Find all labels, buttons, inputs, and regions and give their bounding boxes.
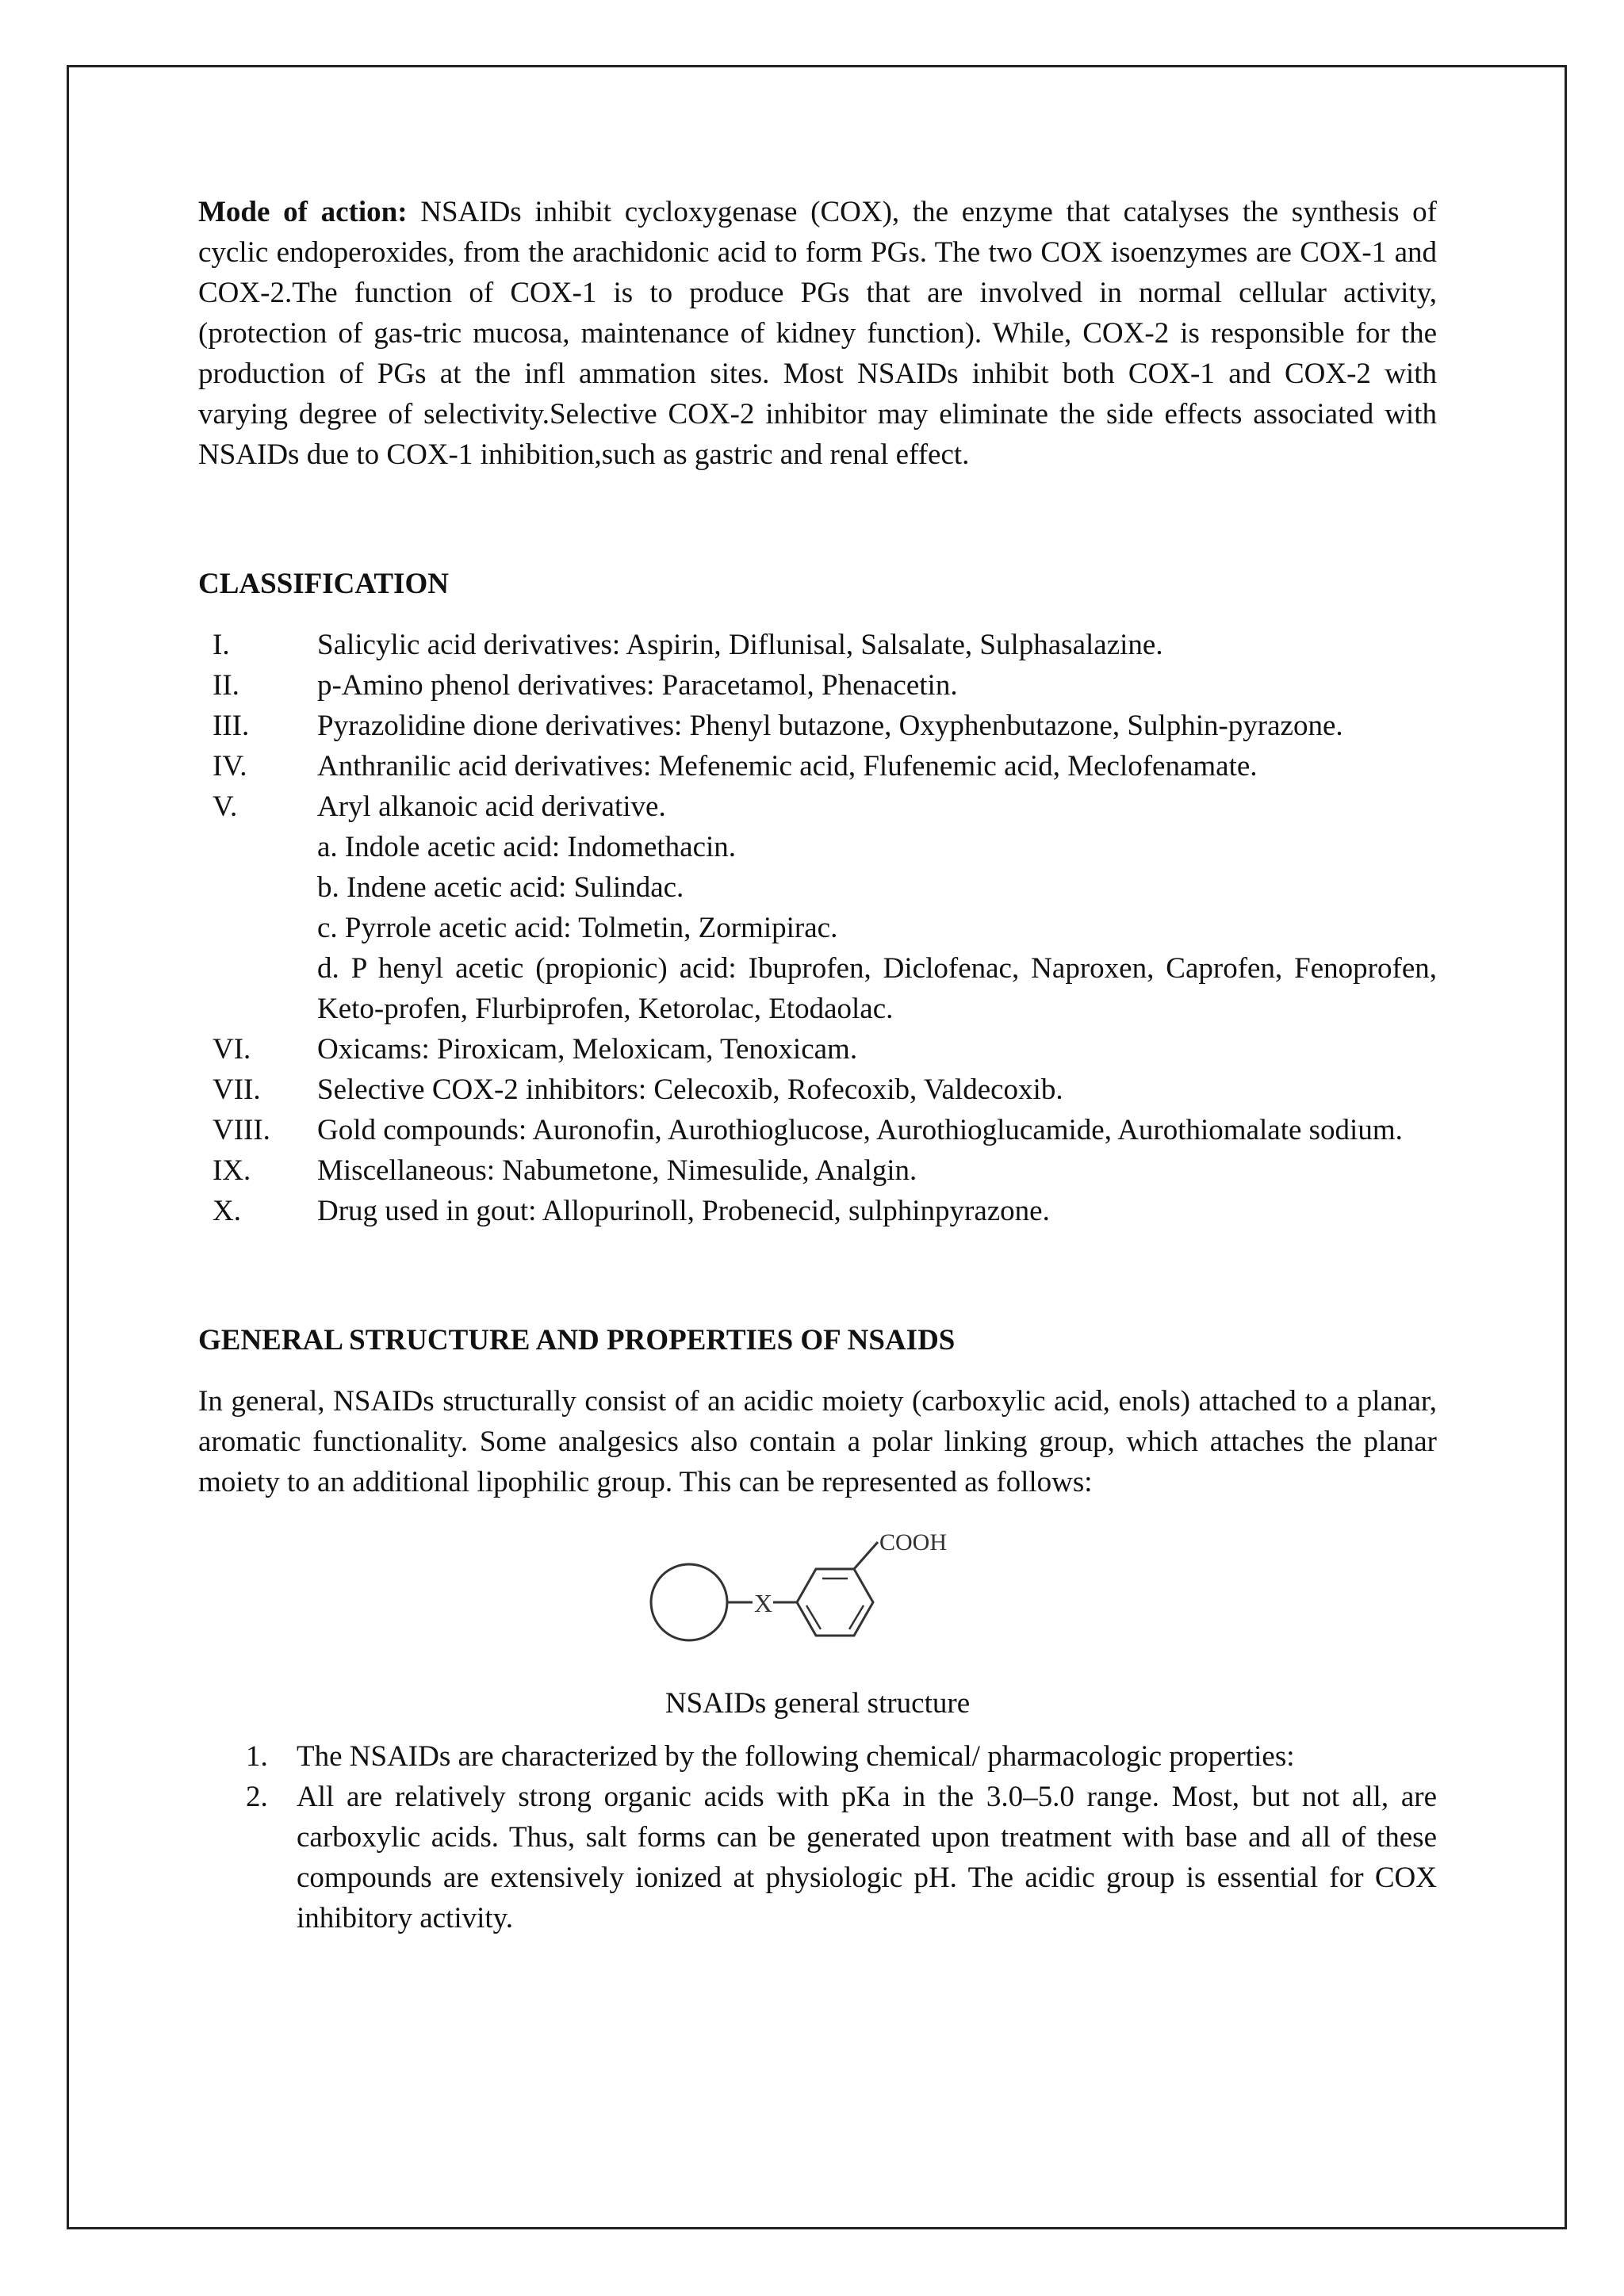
mode-of-action-paragraph bbox=[198, 192, 1437, 475]
list-item-text: Miscellaneous: Nabumetone, Nimesulide, Analgin. bbox=[317, 1154, 917, 1187]
list-item-text: The NSAIDs are characterized by the following chemical/ pharmacologic properties: bbox=[297, 1740, 1295, 1773]
list-item-text: Oxicams: Piroxicam, Meloxicam, Tenoxicam. bbox=[317, 1033, 858, 1066]
classification-list bbox=[198, 625, 1437, 1231]
carboxylic-acid-label: COOH bbox=[879, 1529, 948, 1556]
sublist-item: b. Indene acetic acid: Sulindac. bbox=[317, 871, 684, 904]
structure-figure bbox=[198, 1523, 1437, 1666]
list-numeral: X. bbox=[213, 1195, 241, 1227]
list-numeral: II. bbox=[213, 669, 239, 702]
list-item-text: All are relatively strong organic acids with pKa in the 3.0–5.0 range. Most, but not all, are carboxylic acids. Thus, salt forms can be generated upon treatment with base and all of these compounds are extensively ionized at physiologic pH. The acidic group is essential for COX inhibitory activity. bbox=[297, 1781, 1437, 1934]
list-numeral: IV. bbox=[213, 750, 247, 783]
list-item-text: Aryl alkanoic acid derivative. bbox=[317, 790, 666, 823]
mode-of-action-text: NSAIDs inhibit cycloxygenase (COX), the enzyme that catalyses the synthesis of cyclic endoperoxides, from the arachidonic acid to form PGs. The two COX isoenzymes are COX-1 and COX-2.The function of COX-1 is to produce PGs that are involved in normal cellular activity, (protection of gas-tric mucosa, maintenance of kidney function). While, COX-2 is responsible for the production of PGs at the infl ammation sites. Most NSAIDs inhibit both COX-1 and COX-2 with varying degree of selectivity.Selective COX-2 inhibitor may eliminate the side effects associated with NSAIDs due to COX-1 inhibition,such as gastric and renal effect. bbox=[198, 196, 1437, 471]
list-numeral: VII. bbox=[213, 1073, 261, 1106]
list-item-text: Drug used in gout: Allopurinoll, Probenecid, sulphinpyrazone. bbox=[317, 1195, 1050, 1227]
list-item bbox=[198, 706, 1437, 746]
list-number: 1. bbox=[246, 1740, 268, 1773]
properties-list bbox=[198, 1736, 1437, 1938]
list-item bbox=[198, 625, 1437, 665]
lipophilic-ring bbox=[651, 1564, 727, 1640]
list-numeral: VIII. bbox=[213, 1114, 270, 1146]
list-item bbox=[198, 786, 1437, 1029]
aromatic-bond bbox=[849, 1605, 864, 1629]
list-item bbox=[198, 1736, 1437, 1777]
list-numeral: IX. bbox=[213, 1154, 251, 1187]
sublist-item: d. P henyl acetic (propionic) acid: Ibuprofen, Diclofenac, Naproxen, Caprofen, Fenoprofen, Keto-profen, Flurbiprofen, Ketorolac, Etodaolac. bbox=[317, 952, 1437, 1025]
general-structure-intro: In general, NSAIDs structurally consist of an acidic moiety (carboxylic acid, enols) attached to a planar, aromatic functionality. Some analgesics also contain a polar linking group, which attaches the planar moiety to an additional lipophilic group. This can be represented as follows: bbox=[198, 1385, 1437, 1498]
sublist-item: c. Pyrrole acetic acid: Tolmetin, Zormipirac. bbox=[317, 912, 838, 944]
mode-of-action-label: Mode of action: bbox=[198, 196, 408, 228]
aromatic-bond bbox=[806, 1605, 821, 1629]
list-numeral: III. bbox=[213, 710, 250, 742]
list-numeral: V. bbox=[213, 790, 238, 823]
list-item-text: Pyrazolidine dione derivatives: Phenyl butazone, Oxyphenbutazone, Sulphin-pyrazone. bbox=[317, 710, 1343, 742]
list-item bbox=[198, 1777, 1437, 1938]
list-item-text: Gold compounds: Auronofin, Aurothioglucose, Aurothioglucamide, Aurothiomalate sodium. bbox=[317, 1114, 1403, 1146]
aryl-alkanoic-sublist bbox=[317, 827, 1437, 1029]
document-body bbox=[198, 192, 1437, 1938]
list-numeral: VI. bbox=[213, 1033, 251, 1066]
list-item-text: Salicylic acid derivatives: Aspirin, Diflunisal, Salsalate, Sulphasalazine. bbox=[317, 629, 1163, 661]
sublist-item: a. Indole acetic acid: Indomethacin. bbox=[317, 831, 737, 863]
list-item bbox=[198, 1070, 1437, 1110]
linker-label: X bbox=[754, 1589, 773, 1617]
list-item bbox=[198, 1150, 1437, 1191]
figure-caption: NSAIDs general structure bbox=[665, 1687, 971, 1720]
list-number: 2. bbox=[246, 1781, 268, 1813]
list-item-text: Selective COX-2 inhibitors: Celecoxib, Rofecoxib, Valdecoxib. bbox=[317, 1073, 1063, 1106]
bond-line bbox=[854, 1542, 878, 1569]
general-structure-heading: GENERAL STRUCTURE AND PROPERTIES OF NSAIDS bbox=[198, 1324, 956, 1357]
list-item bbox=[198, 665, 1437, 706]
list-item-text: Anthranilic acid derivatives: Mefenemic acid, Flufenemic acid, Meclofenamate. bbox=[317, 750, 1258, 783]
classification-heading: CLASSIFICATION bbox=[198, 568, 449, 600]
list-item bbox=[198, 746, 1437, 786]
list-item bbox=[198, 1191, 1437, 1231]
nsaid-structure-diagram bbox=[643, 1523, 992, 1666]
list-item bbox=[198, 1110, 1437, 1150]
list-item bbox=[198, 1029, 1437, 1070]
list-item-text: p-Amino phenol derivatives: Paracetamol, Phenacetin. bbox=[317, 669, 958, 702]
list-numeral: I. bbox=[213, 629, 230, 661]
